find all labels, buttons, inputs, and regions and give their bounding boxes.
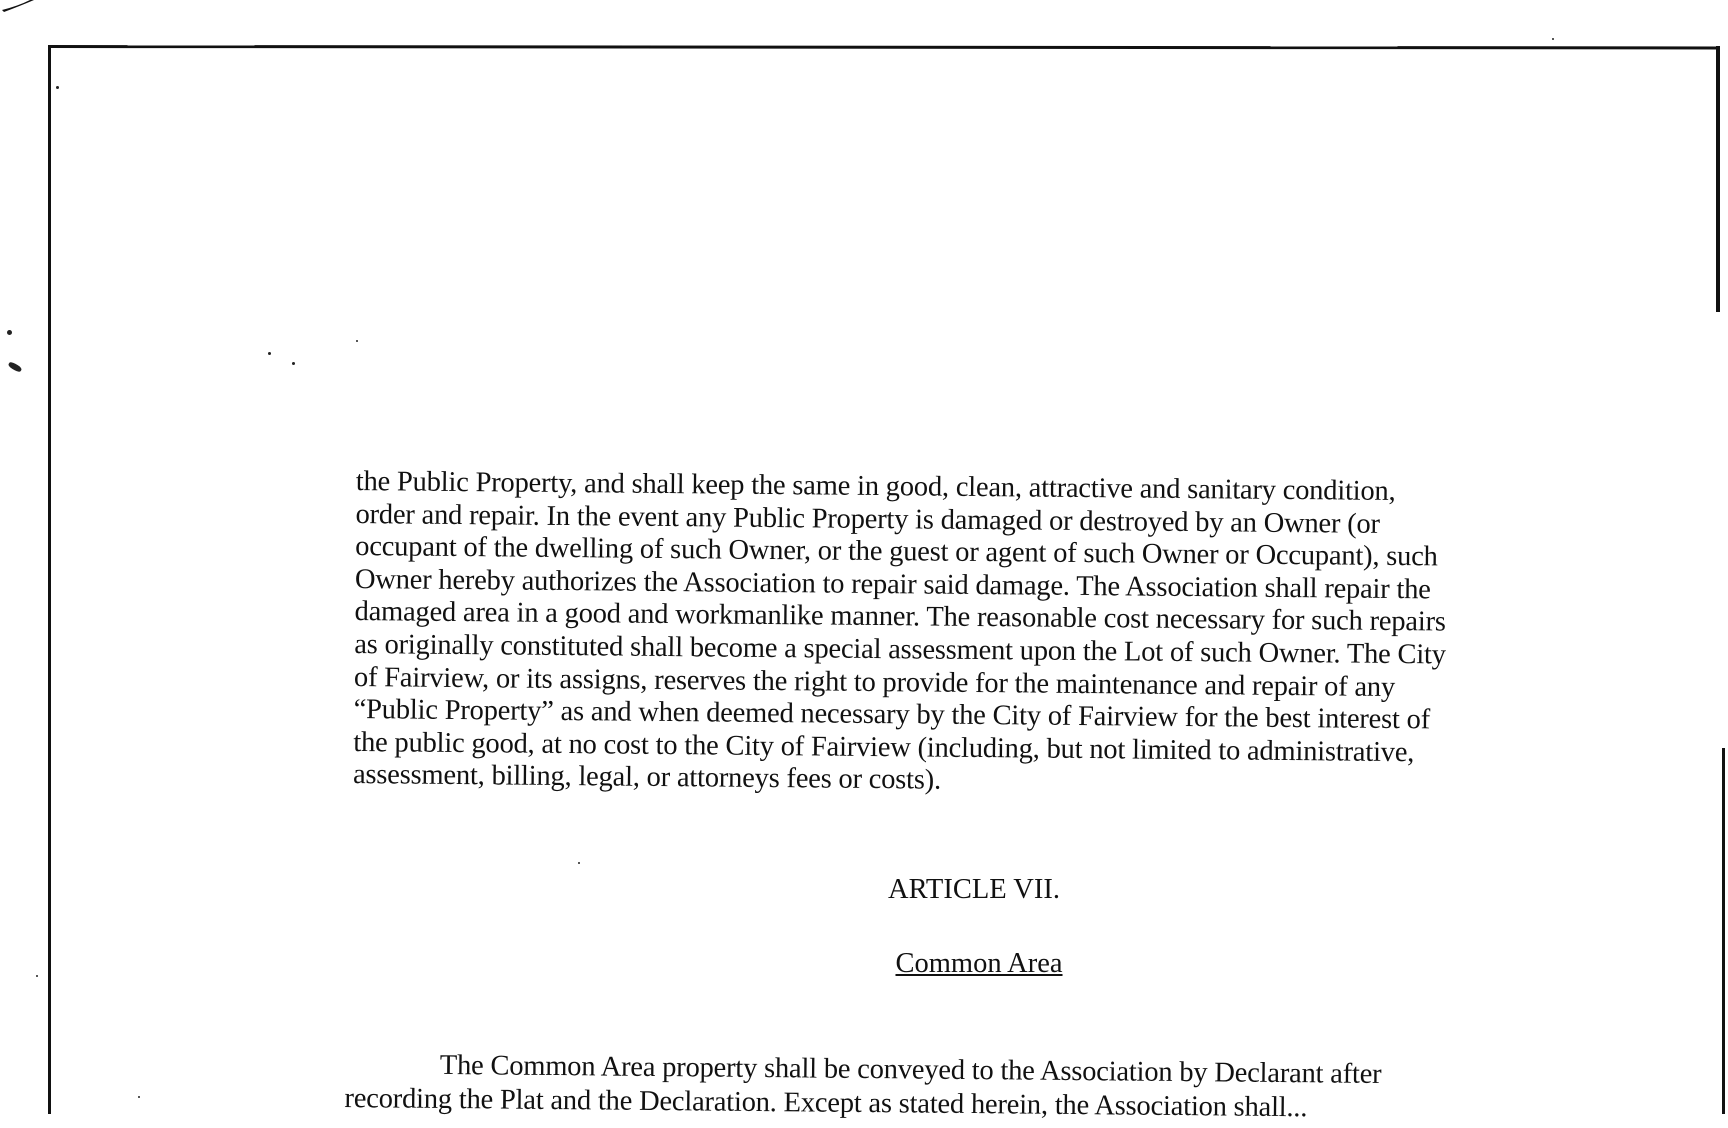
scan-speck bbox=[138, 1096, 140, 1098]
text-line: the Public Property, and shall keep the same in good, clean, attractive and sanitary condition, bbox=[355, 466, 1396, 507]
paragraph-public-property bbox=[353, 466, 1566, 804]
text-line: “Public Property” as and when deemed necessary by the City of Fairview for the best interest of bbox=[353, 694, 1431, 736]
scan-speck bbox=[268, 352, 271, 355]
text-line: of Fairview, or its assigns, reserves the right to provide for the maintenance and repair of any bbox=[353, 661, 1396, 703]
scan-speck bbox=[1552, 38, 1554, 40]
scan-border-right-upper bbox=[1716, 46, 1720, 312]
text-line: occupant of the dwelling of such Owner, or the guest or agent of such Owner or Occupant), such bbox=[355, 531, 1438, 573]
text-line: Owner hereby authorizes the Association to repair said damage. The Association shall repair the bbox=[354, 563, 1431, 606]
text-line: recording the Plat and the Declaration. Except as stated herein, the Association shall... bbox=[344, 1082, 1308, 1124]
scan-border-right-lower bbox=[1722, 748, 1725, 1114]
scan-speck bbox=[7, 361, 22, 373]
section-title: Common Area bbox=[895, 948, 1063, 979]
scan-corner-mark bbox=[0, 0, 60, 20]
text-line: damaged area in a good and workmanlike manner. The reasonable cost necessary for such repairs bbox=[354, 596, 1446, 638]
text-line: assessment, billing, legal, or attorneys fees or costs). bbox=[352, 759, 942, 796]
scan-speck bbox=[578, 862, 580, 864]
text-line: The Common Area property shall be conveyed to the Association by Declarant after bbox=[439, 1049, 1382, 1090]
article-heading: ARTICLE VII. bbox=[888, 874, 1060, 905]
scan-speck bbox=[292, 362, 295, 365]
scan-speck bbox=[7, 330, 12, 335]
text-line: the public good, at no cost to the City of Fairview (including, but not limited to administrative, bbox=[353, 726, 1415, 768]
scan-border-top bbox=[48, 45, 1720, 49]
text-line: order and repair. In the event any Public Property is damaged or destroyed by an Owner (or bbox=[355, 498, 1380, 540]
paragraph-common-area bbox=[344, 1048, 1545, 1128]
text-line: as originally constituted shall become a special assessment upon the Lot of such Owner. The City bbox=[354, 628, 1446, 671]
scan-speck bbox=[56, 86, 59, 89]
scan-speck bbox=[356, 340, 358, 342]
